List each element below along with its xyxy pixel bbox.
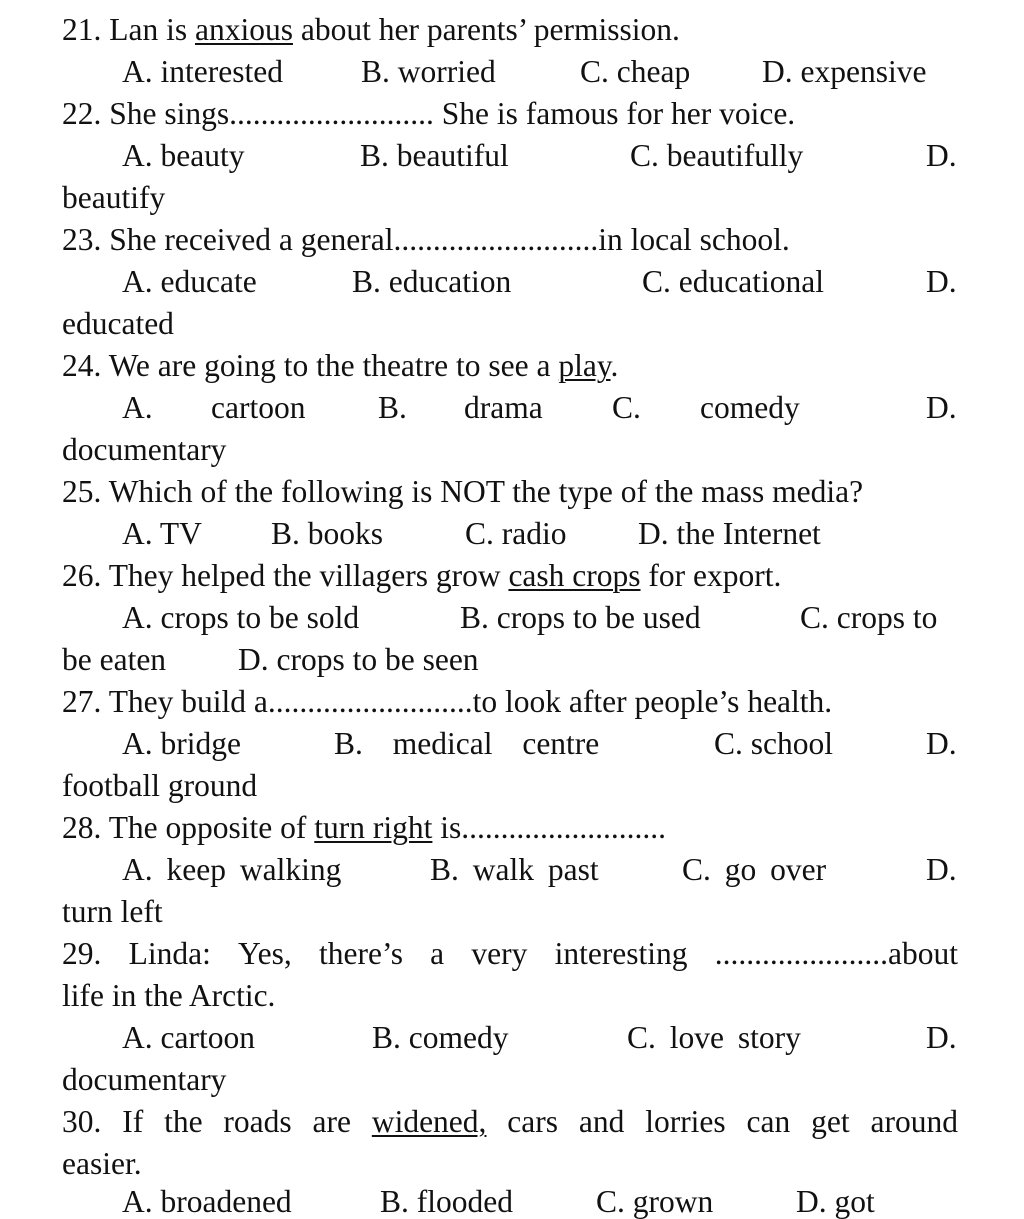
question-stem: They build a..........................to look after people’s health.: [108, 684, 833, 719]
option-c-text[interactable]: comedy: [700, 390, 800, 425]
question-stem: life in the Arctic.: [62, 978, 276, 1013]
option-c[interactable]: C. educational: [642, 264, 824, 299]
stem-word: lorries: [645, 1104, 726, 1139]
question-30: [62, 1106, 958, 1138]
option-c[interactable]: C. grown: [596, 1184, 714, 1219]
question-22: [62, 98, 795, 130]
option-a[interactable]: A. beauty: [122, 138, 245, 173]
option-b[interactable]: B. flooded: [380, 1184, 513, 1219]
option-a-text[interactable]: cartoon: [211, 390, 306, 425]
stem-word: around: [870, 1104, 958, 1139]
stem-word: there’s: [318, 936, 403, 971]
option-b[interactable]: B. beautiful: [360, 138, 509, 173]
option-d[interactable]: D. got: [796, 1184, 875, 1219]
option-b-text[interactable]: drama: [464, 390, 543, 425]
option-d-text: beautify: [62, 180, 166, 215]
option-c[interactable]: C. school: [714, 726, 834, 761]
question-28: [62, 812, 666, 844]
stem-word: a: [430, 936, 445, 971]
option-b[interactable]: B. worried: [361, 54, 496, 89]
option-a[interactable]: A. broadened: [122, 1184, 292, 1219]
question-number: 29.: [62, 936, 102, 971]
option-c[interactable]: C. love story: [627, 1020, 801, 1055]
option-c-letter[interactable]: C.: [612, 390, 641, 425]
question-stem: They helped the villagers grow: [108, 558, 509, 593]
option-d[interactable]: D.: [926, 852, 957, 887]
question-number: 27.: [62, 684, 102, 719]
option-a[interactable]: A. bridge: [122, 726, 241, 761]
stem-word: can: [746, 1104, 791, 1139]
option-b[interactable]: B. education: [352, 264, 512, 299]
question-number: 22.: [62, 96, 102, 131]
option-b[interactable]: B. crops to be used: [460, 600, 701, 635]
option-d-letter[interactable]: D.: [926, 390, 957, 425]
question-number: 23.: [62, 222, 102, 257]
option-d[interactable]: D. the Internet: [638, 516, 821, 551]
option-a[interactable]: A. keep walking: [122, 852, 342, 887]
question-stem: .: [610, 348, 619, 383]
option-a[interactable]: A. crops to be sold: [122, 600, 360, 635]
question-24: [62, 350, 618, 382]
question-number: 28.: [62, 810, 102, 845]
option-d-text: documentary: [62, 1062, 227, 1097]
question-number: 21.: [62, 12, 102, 47]
question-stem: about her parents’ permission.: [292, 12, 680, 47]
question-stem: is..........................: [432, 810, 667, 845]
question-stem: easier.: [62, 1146, 142, 1181]
stem-word: roads: [223, 1104, 292, 1139]
stem-word: interesting: [554, 936, 688, 971]
speaker-label: Linda:: [128, 936, 211, 971]
option-c[interactable]: C. go over: [682, 852, 827, 887]
stem-word: the: [164, 1104, 203, 1139]
option-b[interactable]: B. books: [271, 516, 384, 551]
question-stem: She received a general..........................in local school.: [109, 222, 790, 257]
stem-word: are: [312, 1104, 351, 1139]
option-b[interactable]: B. comedy: [372, 1020, 509, 1055]
option-a[interactable]: A. TV: [122, 516, 202, 551]
stem-word: Yes,: [238, 936, 292, 971]
question-stem: Lan is: [109, 12, 195, 47]
option-d[interactable]: D. crops to be seen: [238, 642, 479, 677]
stem-word: If: [122, 1104, 144, 1139]
option-c-text: be eaten: [62, 642, 167, 677]
question-number: 30.: [62, 1104, 102, 1139]
option-d-text: football ground: [62, 768, 258, 803]
stem-word: cars: [507, 1104, 558, 1139]
option-a[interactable]: A. interested: [122, 54, 283, 89]
option-a-letter[interactable]: A.: [122, 390, 153, 425]
question-number: 25.: [62, 474, 102, 509]
option-d[interactable]: D.: [926, 264, 957, 299]
question-stem: We are going to the theatre to see a: [108, 348, 559, 383]
question-number: 24.: [62, 348, 102, 383]
option-d-text: turn left: [62, 894, 163, 929]
option-d[interactable]: D.: [926, 138, 957, 173]
option-c[interactable]: C. cheap: [580, 54, 691, 89]
option-d[interactable]: D.: [926, 726, 957, 761]
question-29: [62, 938, 958, 970]
option-d-text: educated: [62, 306, 174, 341]
option-c[interactable]: C. radio: [465, 516, 567, 551]
question-stem: Which of the following is NOT the type of the mass media?: [108, 474, 864, 509]
question-stem: She sings.......................... She is famous for her voice.: [109, 96, 796, 131]
underlined-word: turn right: [314, 810, 433, 845]
question-stem: The opposite of: [108, 810, 315, 845]
option-b[interactable]: B. medical centre: [334, 726, 600, 761]
underlined-word: widened,: [371, 1104, 487, 1139]
question-27: [62, 686, 832, 718]
option-c[interactable]: C. beautifully: [630, 138, 804, 173]
question-26: [62, 560, 781, 592]
underlined-word: play: [558, 348, 611, 383]
question-25: [62, 476, 863, 508]
option-d[interactable]: D. expensive: [762, 54, 927, 89]
question-21: [62, 14, 680, 46]
stem-blank: ......................about: [714, 936, 958, 971]
option-b[interactable]: B. walk past: [430, 852, 599, 887]
question-23: [62, 224, 790, 256]
question-number: 26.: [62, 558, 102, 593]
stem-word: and: [578, 1104, 625, 1139]
option-c[interactable]: C. crops to: [800, 600, 938, 635]
underlined-word: anxious: [194, 12, 293, 47]
option-a[interactable]: A. cartoon: [122, 1020, 255, 1055]
option-d-text: documentary: [62, 432, 227, 467]
option-a[interactable]: A. educate: [122, 264, 257, 299]
stem-word: get: [811, 1104, 850, 1139]
option-d[interactable]: D.: [926, 1020, 957, 1055]
option-b-letter[interactable]: B.: [378, 390, 407, 425]
stem-word: very: [471, 936, 528, 971]
question-stem: for export.: [640, 558, 782, 593]
underlined-word: cash crops: [508, 558, 641, 593]
